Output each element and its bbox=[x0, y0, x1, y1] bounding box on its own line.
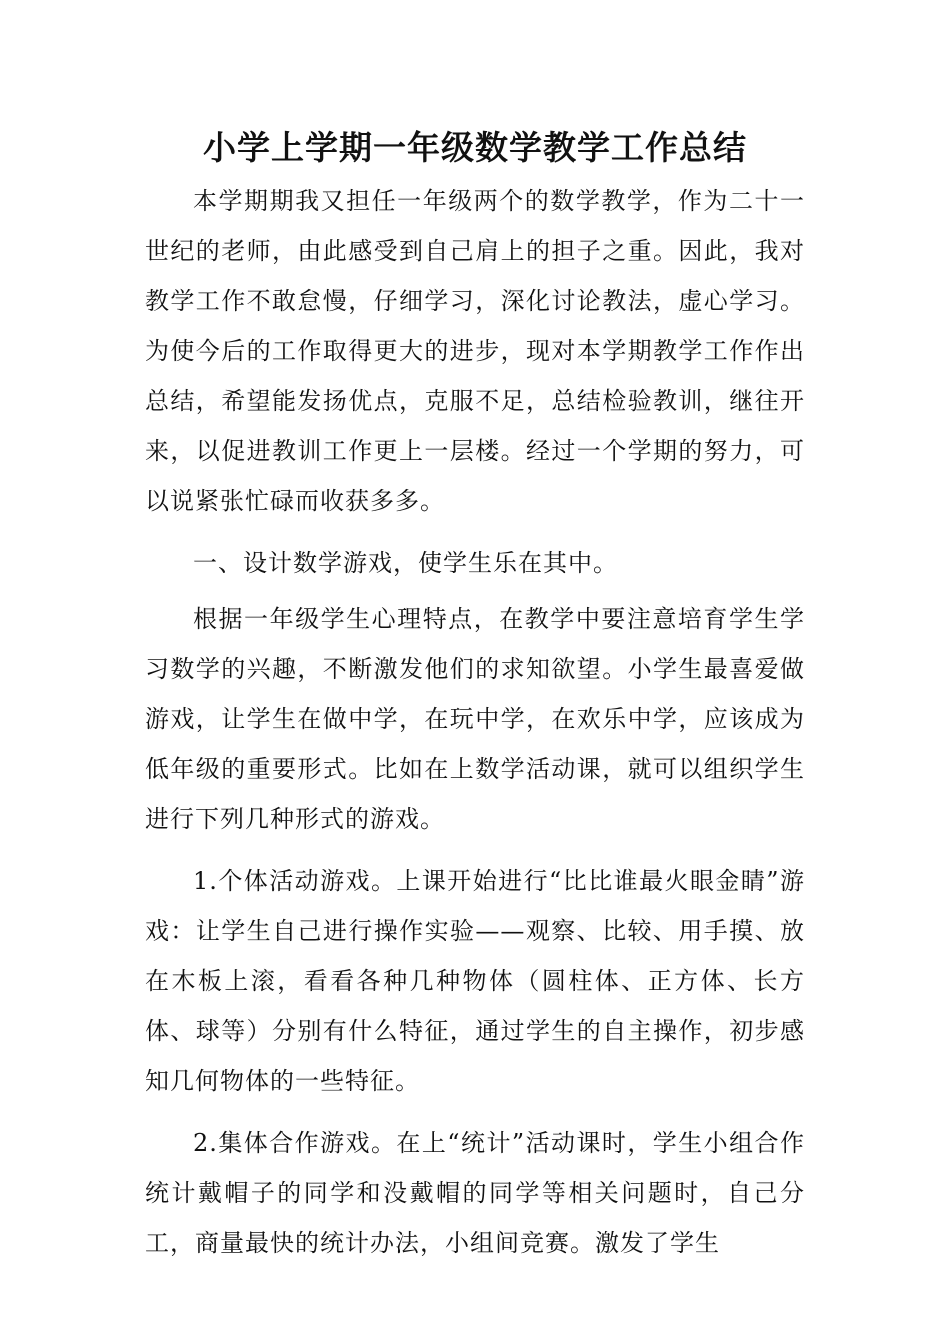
paragraph-group-game: 2.集体合作游戏。在上“统计”活动课时，学生小组合作统计戴帽子的同学和没戴帽的同学等相关问题时，自己分工，商量最快的统计办法，小组间竞赛。激发了学生 bbox=[145, 1129, 805, 1257]
paragraph-intro: 本学期期我又担任一年级两个的数学教学，作为二十一世纪的老师，由此感受到自己肩上的担子之重。因此，我对教学工作不敢怠慢，仔细学习，深化讨论教法，虚心学习。为使今后的工作取得更大的进步，现对本学期教学工作作出总结，希望能发扬优点，克服不足，总结检验教训，继往开来，以促进教训工作更上一层楼。经过一个学期的努力，可以说紧张忙碌而收获多多。 bbox=[145, 187, 805, 515]
paragraph-section-heading: 一、设计数学游戏，使学生乐在其中。 bbox=[193, 549, 618, 577]
document-body bbox=[145, 176, 805, 1280]
paragraph-individual-game: 1.个体活动游戏。上课开始进行“比比谁最火眼金睛”游戏：让学生自己进行操作实验——观察、比较、用手摸、放在木板上滚，看看各种几种物体（圆柱体、正方体、长方体、球等）分别有什么特征，通过学生的自主操作，初步感知几何物体的一些特征。 bbox=[145, 867, 805, 1095]
paragraph-games-overview: 根据一年级学生心理特点，在教学中要注意培育学生学习数学的兴趣，不断激发他们的求知欲望。小学生最喜爱做游戏，让学生在做中学，在玩中学，在欢乐中学，应该成为低年级的重要形式。比如在上数学活动课，就可以组织学生进行下列几种形式的游戏。 bbox=[145, 605, 805, 833]
document-title: 小学上学期一年级数学教学工作总结 bbox=[203, 128, 747, 167]
